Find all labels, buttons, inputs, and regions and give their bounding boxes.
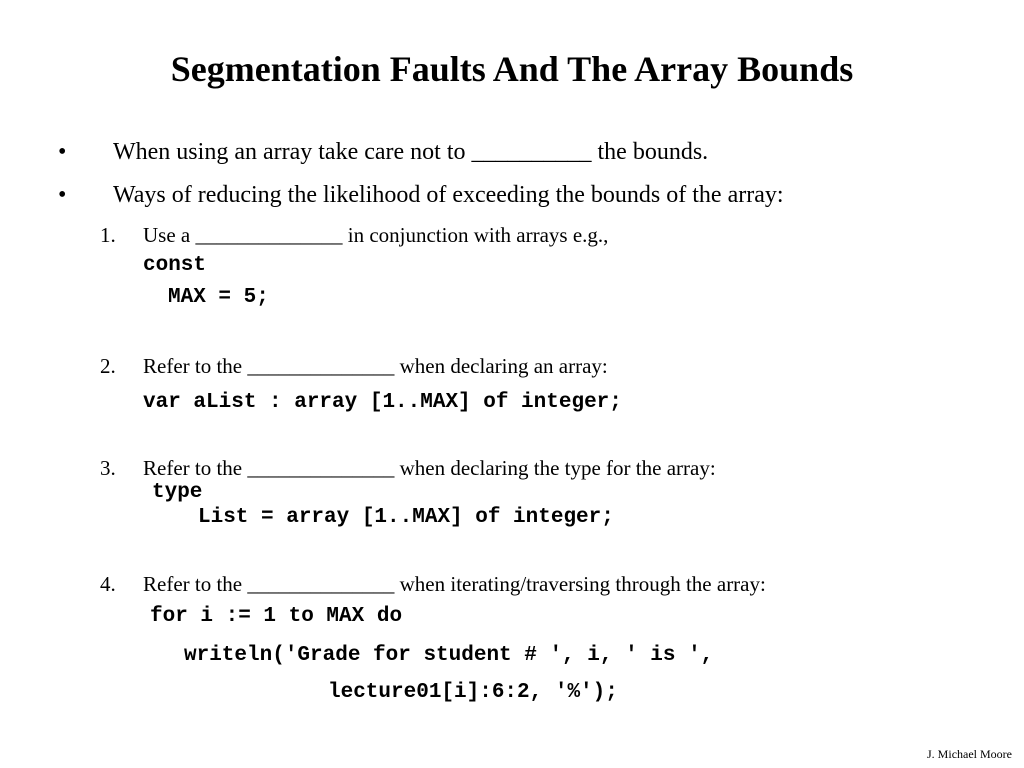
item-text-2: Refer to the ______________ when declaring an array:: [143, 354, 608, 378]
code-line: List = array [1..MAX] of integer;: [198, 506, 614, 529]
bullet-marker: •: [58, 139, 67, 165]
item-number-1: 1.: [100, 223, 116, 247]
code-line: writeln('Grade for student # ', i, ' is ',: [184, 644, 714, 667]
item-number-2: 2.: [100, 354, 116, 378]
code-line: const: [143, 254, 207, 277]
code-line: for i := 1 to MAX do: [150, 605, 403, 628]
item-number-4: 4.: [100, 572, 116, 596]
footer-author: J. Michael Moore: [927, 747, 1012, 761]
bullet-text-2: Ways of reducing the likelihood of exceeding the bounds of the array:: [113, 182, 784, 208]
slide-title: Segmentation Faults And The Array Bounds: [170, 49, 854, 89]
item-text-3: Refer to the ______________ when declaring the type for the array:: [143, 456, 716, 480]
code-line: type: [152, 481, 203, 504]
item-number-3: 3.: [100, 456, 116, 480]
code-line: lecture01[i]:6:2, '%');: [328, 681, 618, 704]
bullet-text-1: When using an array take care not to __________ the bounds.: [113, 139, 709, 165]
item-text-4: Refer to the ______________ when iterating/traversing through the array:: [143, 572, 766, 596]
bullet-marker: •: [58, 182, 67, 208]
item-text-1: Use a ______________ in conjunction with arrays e.g.,: [143, 223, 609, 247]
code-line: MAX = 5;: [168, 286, 269, 309]
code-line: var aList : array [1..MAX] of integer;: [143, 391, 622, 414]
